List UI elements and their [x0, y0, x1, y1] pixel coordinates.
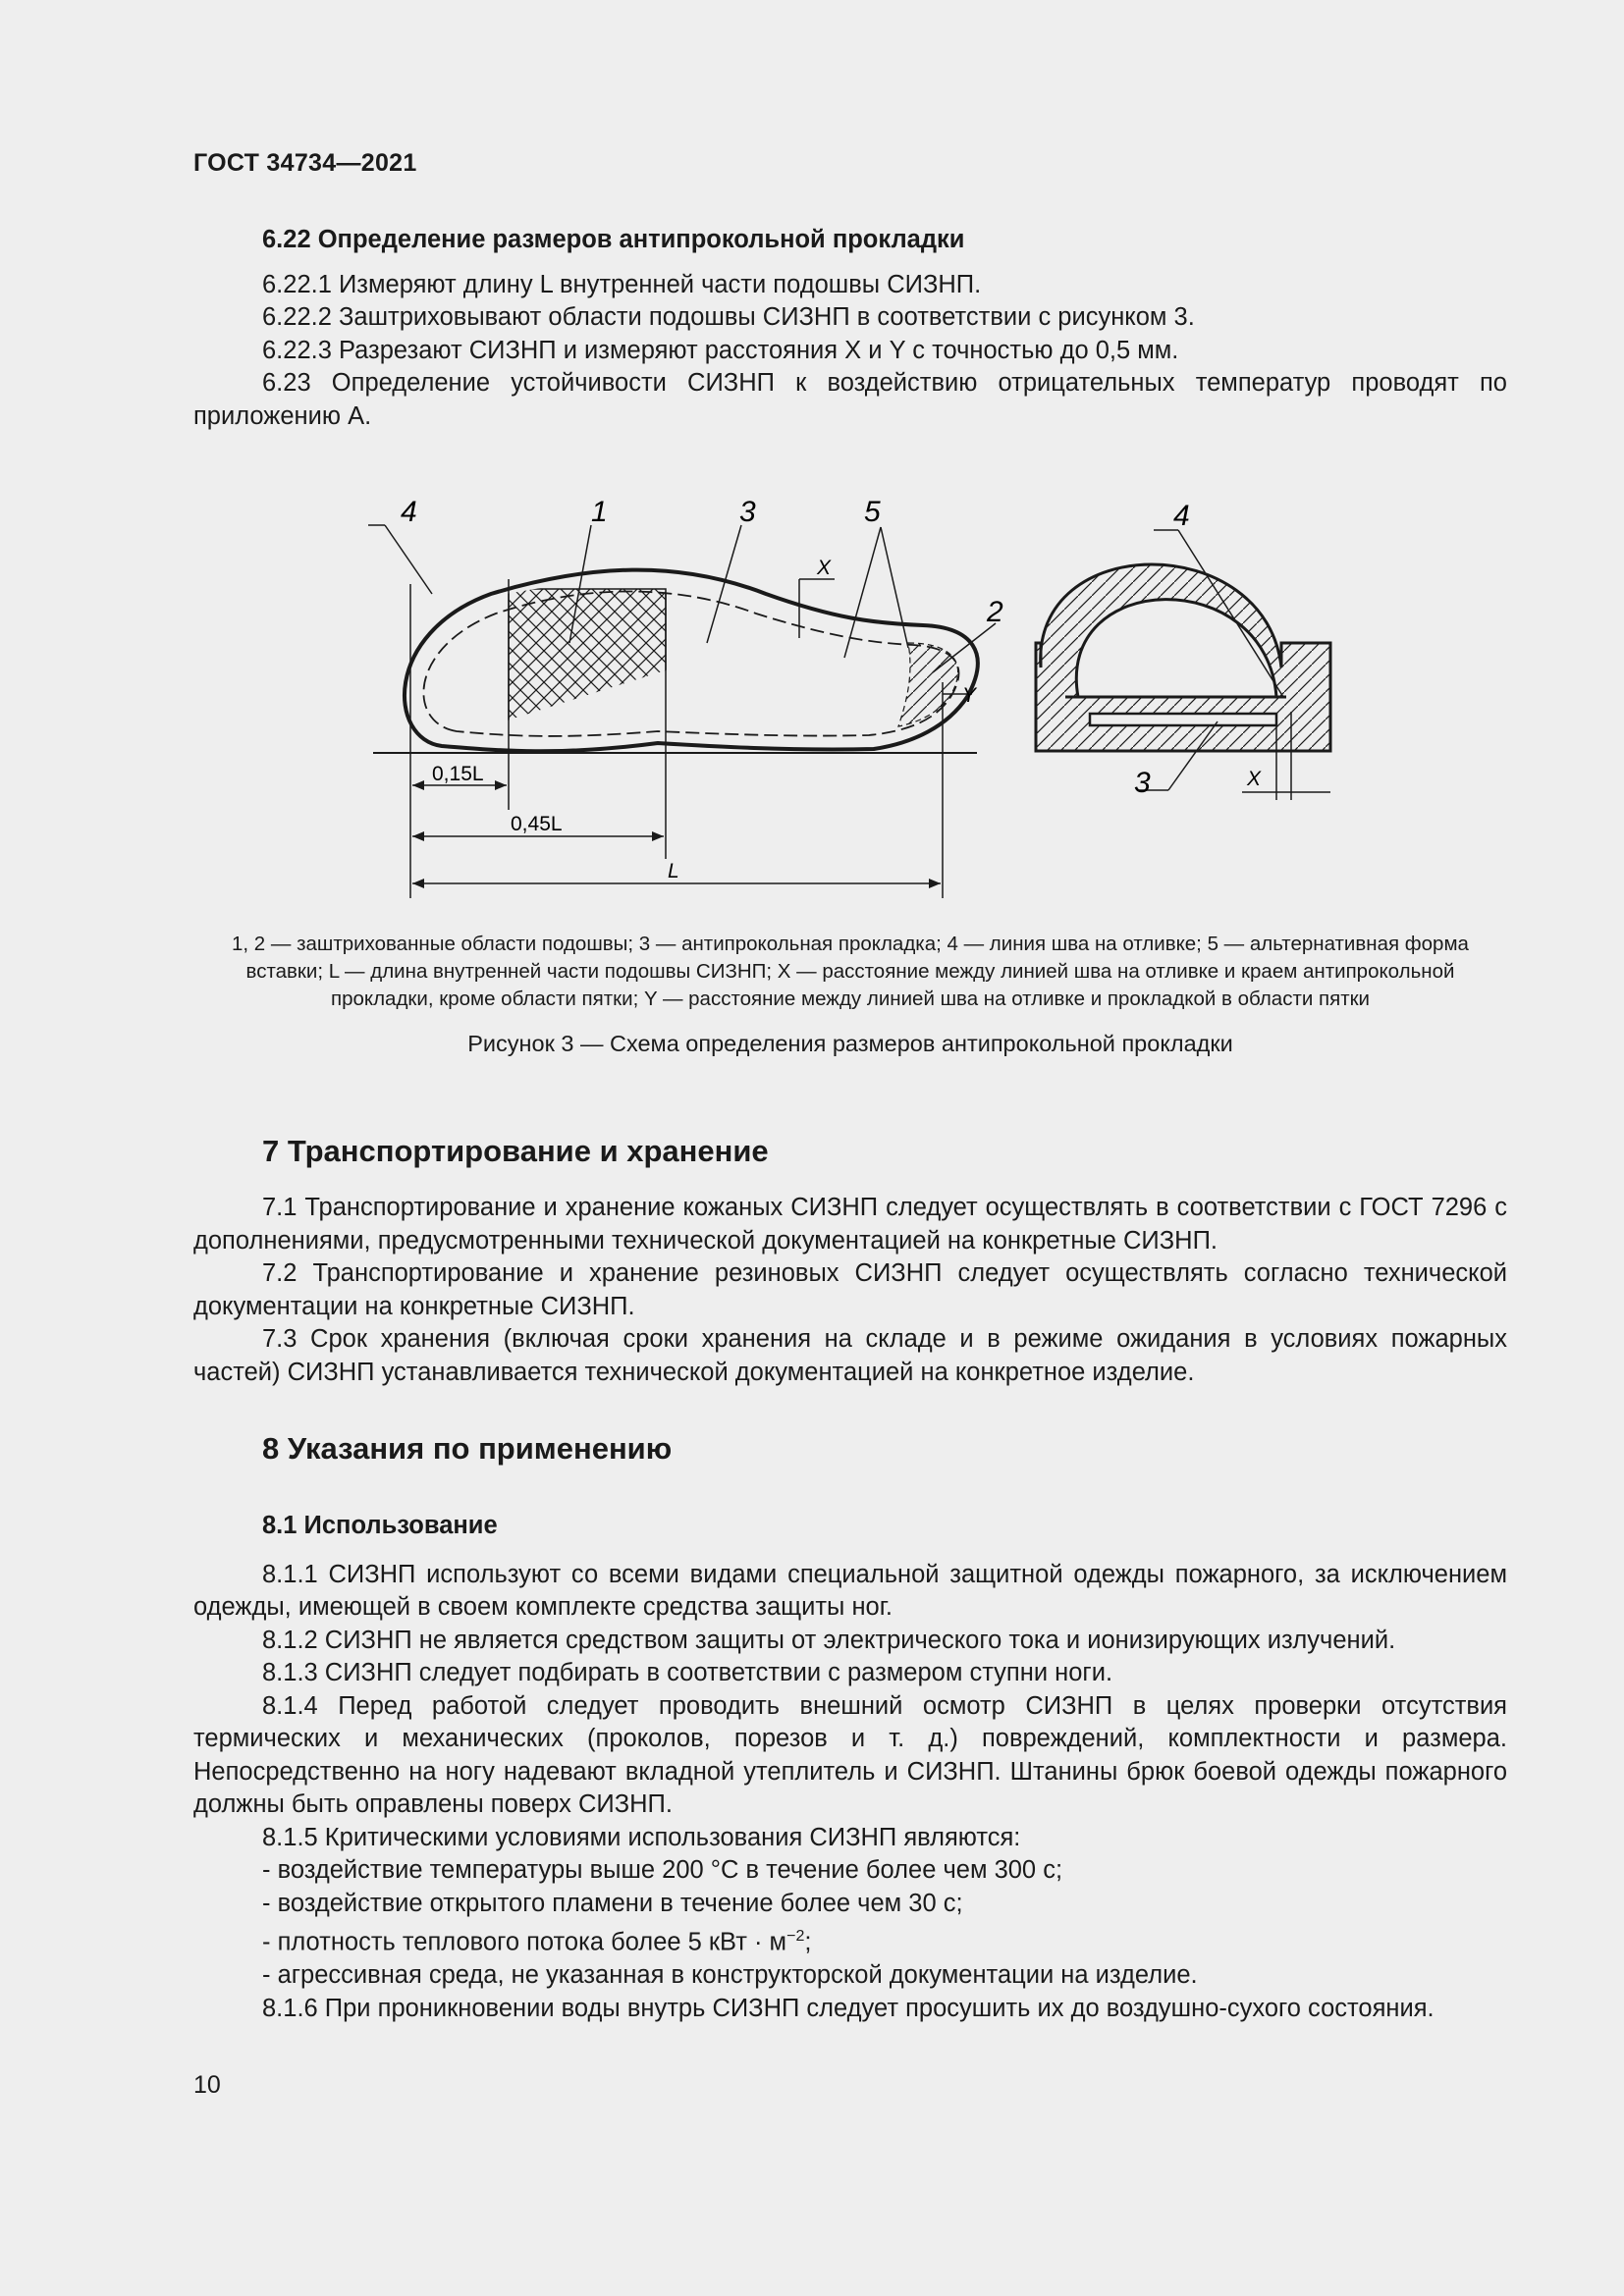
callout-4: 4: [401, 496, 417, 528]
dim-045-label: 0,45L: [511, 813, 563, 835]
figure-title: Рисунок 3 — Схема определения размеров антипрокольной прокладки: [467, 1031, 1233, 1056]
paragraph: 6.23 Определение устойчивости СИЗНП к воздействию отрицательных температур проводят по приложению А.: [193, 369, 1507, 430]
paragraph: 6.22.3 Разрезают СИЗНП и измеряют расстояния X и Y с точностью до 0,5 мм.: [262, 336, 1179, 364]
list-item: [193, 1920, 1507, 1959]
subsection-title: 8.1 Использование: [262, 1512, 498, 1539]
callout-2: 2: [987, 596, 1003, 628]
x-label: X: [817, 557, 832, 579]
paragraph: 7.3 Срок хранения (включая сроки хранения на складе и в режиме ожидания в условиях пожарных частей) СИЗНП устанавливается технической документацией на конкретное изделие.: [193, 1325, 1507, 1386]
y-label: Y: [962, 684, 977, 707]
figure-3-diagram: [363, 486, 1345, 908]
list-item: - воздействие температуры выше 200 °С в течение более чем 300 с;: [262, 1856, 1063, 1884]
subsection-title: 6.22 Определение размеров антипрокольной прокладки: [262, 226, 965, 253]
callout-4-right: 4: [1173, 500, 1190, 532]
paragraph: 8.1.2 СИЗНП не является средством защиты от электрического тока и ионизирующих излучений.: [262, 1626, 1396, 1654]
callout-5: 5: [864, 496, 881, 528]
list-item: - воздействие открытого пламени в течение более чем 30 с;: [262, 1889, 963, 1917]
section-8-title: 8 Указания по применению: [262, 1431, 673, 1466]
document-header: ГОСТ 34734—2021: [193, 149, 417, 177]
list-text: ;: [804, 1928, 812, 1956]
paragraph: 8.1.5 Критическими условиями использования СИЗНП являются:: [262, 1823, 1021, 1851]
section-7-title: 7 Транспортирование и хранение: [262, 1134, 769, 1168]
paragraph: 8.1.3 СИЗНП следует подбирать в соответствии с размером ступни ноги.: [262, 1659, 1113, 1686]
paragraph: 6.22.2 Заштриховывают области подошвы СИЗНП в соответствии с рисунком 3.: [262, 303, 1195, 331]
figure-legend: 1, 2 — заштрихованные области подошвы; 3 — антипрокольная прокладка; 4 — линия шва на отливке; 5 — альтернативная форма вставки; L — длина внутренней части подошвы СИЗНП; X — расстояние между линией шва на отливке и краем антипрокольной прокладки, кроме области пятки; Y — расстояние между линией шва на отливке и прокладкой в области пятки: [232, 933, 1469, 1010]
paragraph: 7.1 Транспортирование и хранение кожаных СИЗНП следует осуществлять в соответствии с ГОСТ 7296 с дополнениями, предусмотренными технической документацией на конкретные СИЗНП.: [193, 1194, 1507, 1255]
paragraph: 8.1.1 СИЗНП используют со всеми видами специальной защитной одежды пожарного, за исключением одежды, имеющей в своем комплекте средства защиты ног.: [193, 1560, 1507, 1621]
x-label-right: X: [1247, 768, 1262, 790]
callout-1: 1: [591, 496, 608, 528]
callout-3: 3: [739, 496, 756, 528]
list-item: - агрессивная среда, не указанная в конструкторской документации на изделие.: [262, 1961, 1198, 1989]
page-number: 10: [193, 2071, 221, 2099]
dim-015-label: 0,15L: [432, 763, 484, 785]
paragraph: 8.1.4 Перед работой следует проводить внешний осмотр СИЗНП в целях проверки отсутствия термических и механических (проколов, порезов и т. д.) повреждений, комплектности и размера. Непосредственно на ногу надевают вкладной утеплитель и СИЗНП. Штанины брюк боевой одежды пожарного должны быть оправлены поверх СИЗНП.: [193, 1691, 1507, 1818]
callout-3-right: 3: [1134, 767, 1151, 799]
section-6-22: [193, 224, 1507, 433]
paragraph: 6.22.1 Измеряют длину L внутренней части подошвы СИЗНП.: [262, 270, 982, 298]
list-text: - плотность теплового потока более 5 кВт · м: [262, 1928, 787, 1956]
section-8: [193, 1510, 1507, 2025]
paragraph: 8.1.6 При проникновении воды внутрь СИЗНП следует просушить их до воздушно-сухого состояния.: [262, 1994, 1435, 2022]
dim-l-label: L: [668, 860, 679, 882]
exponent: −2: [786, 1928, 805, 1945]
paragraph: 7.2 Транспортирование и хранение резиновых СИЗНП следует осуществлять согласно технической документации на конкретные СИЗНП.: [193, 1259, 1507, 1320]
section-7: [193, 1192, 1507, 1389]
